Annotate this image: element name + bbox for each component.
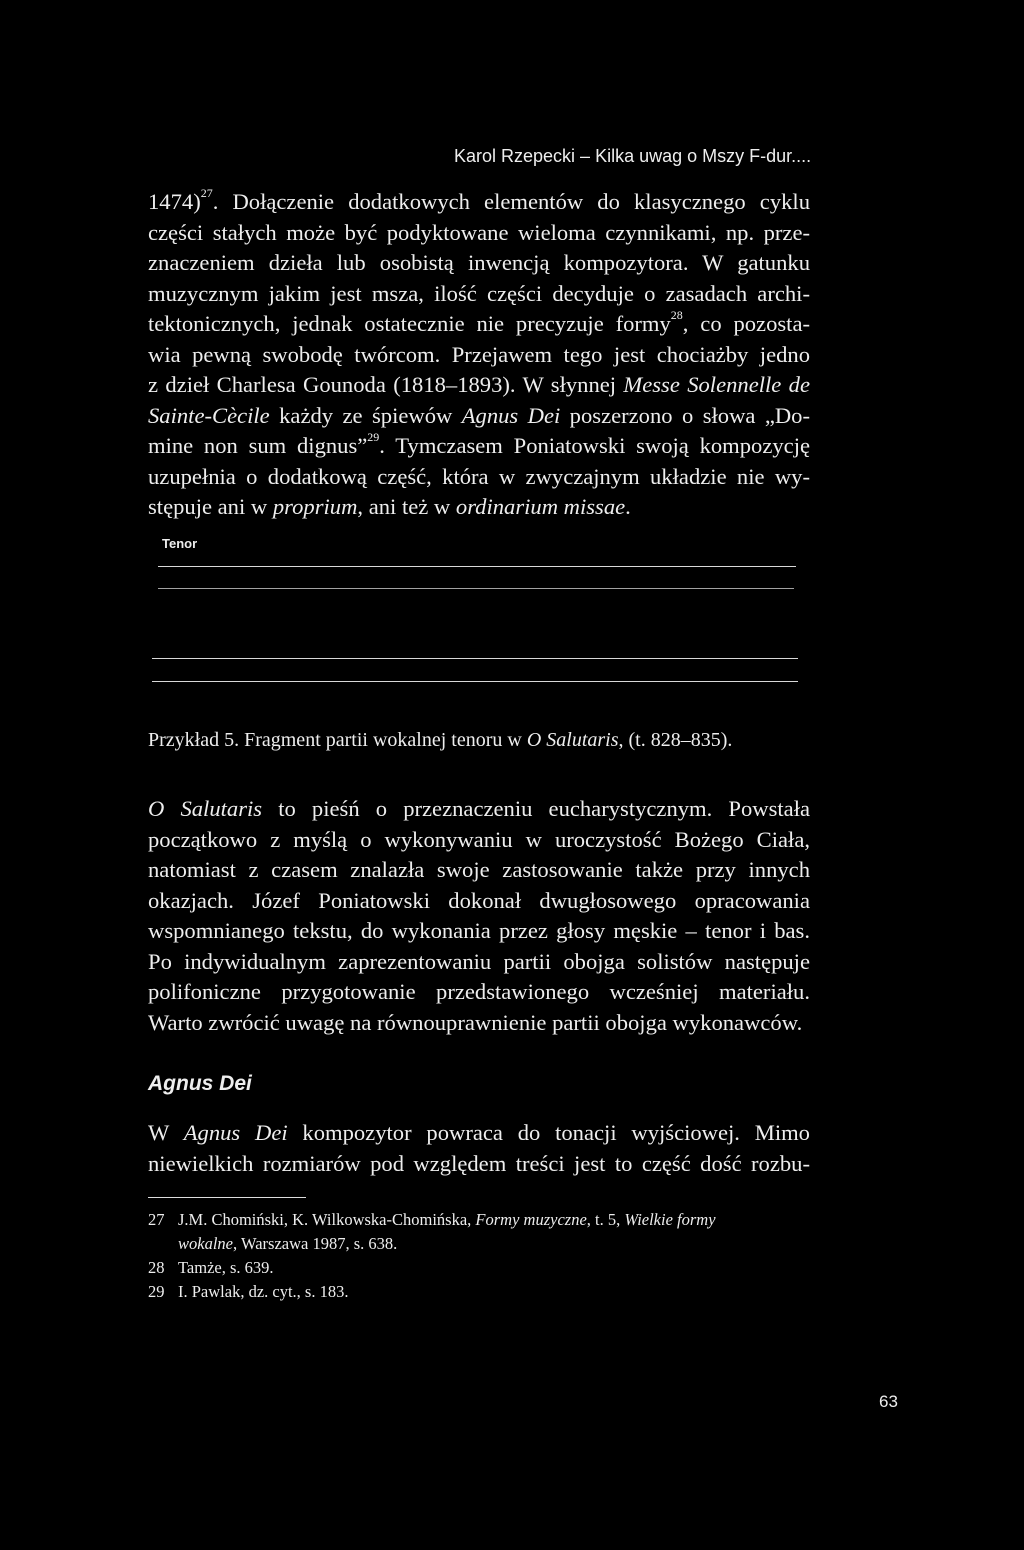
text-line <box>148 794 810 825</box>
work-title: Messe Solennelle de <box>623 372 810 397</box>
paragraph-intro <box>148 187 810 523</box>
text-line <box>148 401 810 432</box>
text-span: . <box>625 494 631 519</box>
footnote-ref-28[interactable]: 28 <box>670 308 683 323</box>
footnote-text: Tamże, s. 639. <box>178 1258 274 1277</box>
text-line: muzycznym jakim jest msza, ilość części decyduje o zasadach archi- <box>148 280 810 306</box>
text-line: uzupełnia o dodatkową część, która w zwyczajnym układzie nie wy- <box>148 463 810 489</box>
text-span: kompozytor powraca do tonacji wyjściowej. Mimo <box>287 1120 810 1145</box>
text-span: 1474) <box>148 189 201 214</box>
text-line <box>148 431 810 462</box>
text-line <box>148 1118 810 1149</box>
book-title: Formy muzyczne <box>475 1210 587 1229</box>
staff-line <box>158 566 796 567</box>
work-title: O Salutaris <box>148 796 263 821</box>
footnote-28 <box>148 1256 828 1280</box>
footnote-number: 29 <box>148 1282 165 1301</box>
text-line: polifoniczne przygotowanie przedstawionego wcześniej materiału. <box>148 979 810 1004</box>
work-title: Agnus Dei <box>183 1120 288 1145</box>
footnote-separator <box>148 1197 306 1198</box>
staff-line <box>158 588 794 589</box>
footnote-text <box>178 1232 828 1256</box>
book-title: Wielkie formy <box>624 1210 716 1229</box>
footnote-ref-27[interactable]: 27 <box>200 186 213 201</box>
staff-label: Tenor <box>162 536 198 551</box>
text-line: Po indywidualnym zaprezentowaniu partii obojga solistów następuje <box>148 948 810 974</box>
paragraph-agnus-dei <box>148 1118 810 1179</box>
running-header: Karol Rzepecki – Kilka uwag o Mszy F-dur.... <box>454 146 812 166</box>
text-span: z dzieł Charlesa Gounoda (1818–1893). W słynnej <box>148 372 624 397</box>
text-line <box>148 492 810 523</box>
text-span: , t. 5, <box>586 1210 625 1229</box>
footnote-text: I. Pawlak, dz. cyt., s. 183. <box>178 1282 349 1301</box>
text-span: . Dołączenie dodatkowych elementów do klasycznego cyklu <box>212 189 810 214</box>
work-title: Agnus Dei <box>461 402 561 428</box>
text-line: okazjach. Józef Poniatowski dokonał dwugłosowego opracowania <box>148 887 810 913</box>
footnote-number: 27 <box>148 1210 165 1229</box>
text-span: , Warszawa 1987, s. 638. <box>233 1234 398 1253</box>
text-line: znaczeniem dzieła lub osobistą inwencją kompozytora. W gatunku <box>148 250 810 275</box>
example-caption <box>148 729 732 752</box>
text-span: stępuje ani w <box>148 494 273 519</box>
text-span: każdy ze śpiewów <box>269 402 462 428</box>
text-line: części stałych może być podyktowane wieloma czynnikami, np. prze- <box>148 219 810 245</box>
footnote-27 <box>148 1208 828 1256</box>
text-line <box>148 187 810 218</box>
book-title: wokalne <box>178 1234 233 1253</box>
footnote-ref-29[interactable]: 29 <box>367 430 380 445</box>
section-heading: Agnus Dei <box>148 1072 252 1095</box>
text-line: natomiast z czasem znalazła swoje zastosowanie także przy innych <box>148 857 810 882</box>
staff-line <box>152 658 798 659</box>
latin-term: proprium <box>272 494 358 519</box>
text-span: poszerzono o słowa „Do- <box>560 402 811 428</box>
text-span: to pieśń o przeznaczeniu eucharystycznym. Powstała <box>262 796 810 821</box>
text-span: J.M. Chomiński, K. Wilkowska-Chomińska, <box>178 1210 476 1229</box>
paragraph-o-salutaris <box>148 794 810 1038</box>
text-line: niewielkich rozmiarów pod względem treści jest to część dość rozbu- <box>148 1150 810 1176</box>
text-line <box>148 309 810 340</box>
page-number: 63 <box>879 1392 898 1411</box>
text-span: , (t. 828–835). <box>618 729 733 751</box>
staff-line <box>152 681 798 682</box>
footnote-29 <box>148 1280 828 1304</box>
text-line: Warto zwrócić uwagę na równouprawnienie partii obojga wykonawców. <box>148 1009 803 1035</box>
text-line <box>148 370 810 401</box>
latin-term: ordinarium missae <box>455 494 626 519</box>
text-line: wia pewną swobodę twórcom. Przejawem tego jest chociażby jedno <box>148 341 810 367</box>
text-line: początkowo z myślą o wykonywaniu w uroczystość Bożego Ciała, <box>148 826 810 852</box>
text-span: W <box>148 1120 184 1145</box>
work-title: Sainte-Cècile <box>148 402 270 428</box>
footnotes <box>148 1208 828 1304</box>
text-span: tektonicznych, jednak ostatecznie nie precyzuje formy <box>148 311 671 336</box>
text-span: Przykład 5. Fragment partii wokalnej tenoru w <box>148 729 527 751</box>
text-line: wspomnianego tekstu, do wykonania przez głosy męskie – tenor i bas. <box>148 918 810 943</box>
work-title: O Salutaris <box>526 729 619 751</box>
footnote-text <box>178 1208 828 1232</box>
text-span: , co pozosta- <box>682 311 810 336</box>
footnote-number: 28 <box>148 1258 165 1277</box>
text-span: mine non sum dignus” <box>148 433 368 458</box>
text-span: , ani też w <box>357 494 456 519</box>
text-span: . Tymczasem Poniatowski swoją kompozycję <box>379 433 810 458</box>
